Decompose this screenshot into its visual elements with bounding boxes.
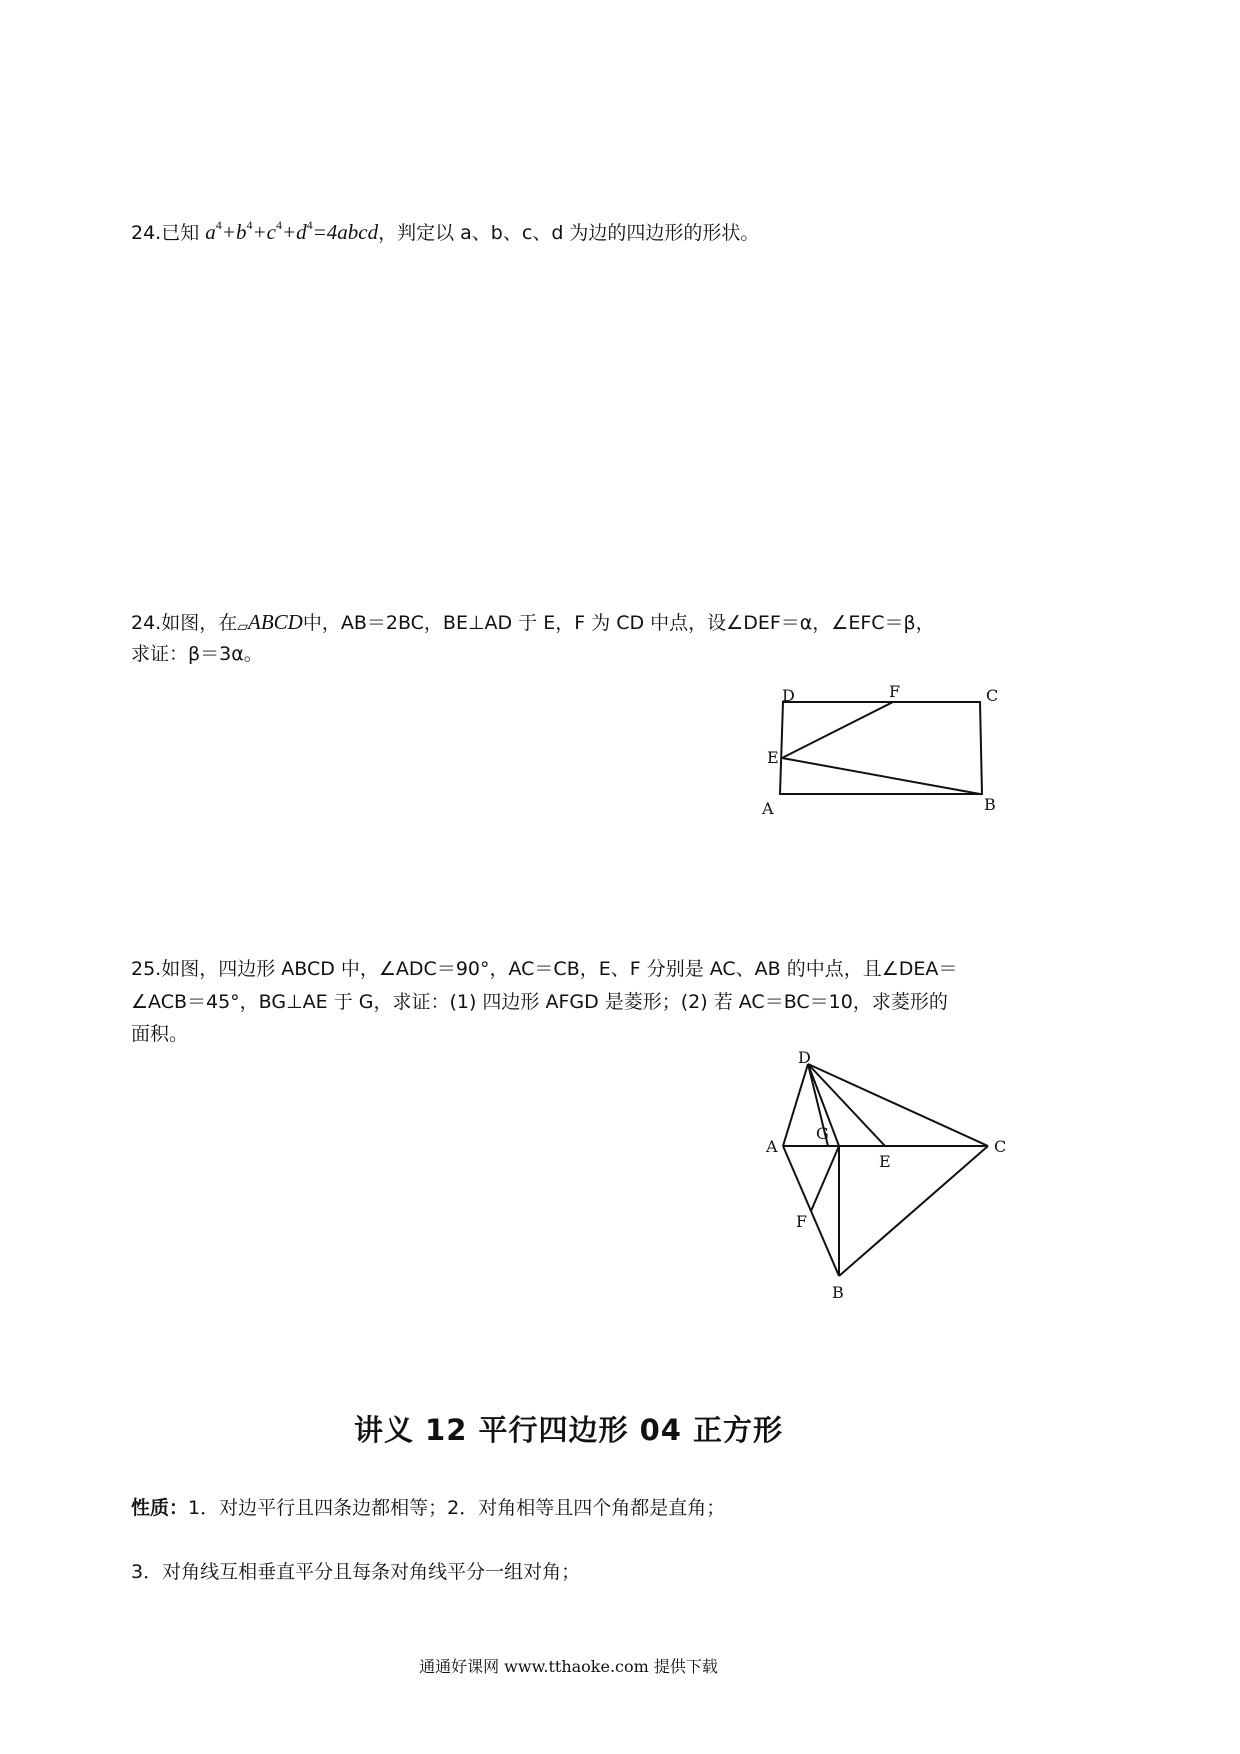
problem-25-line3: 面积。 [131,1023,189,1045]
rhs: abcd [337,220,379,244]
label-c: C [986,686,999,705]
segment-eb [782,758,980,794]
label-d: D [798,1048,811,1067]
segment-fg [811,1146,839,1211]
term-d: d [296,220,307,244]
label-b: B [984,795,996,814]
problem-24b-line2: 求证：β＝3α。 [131,643,263,665]
parallelogram-symbol: ▱ [237,619,249,635]
exp-c: 4 [275,218,282,232]
plus-1: + [221,220,236,244]
parallelogram-figure [740,678,1010,828]
term-c: c [266,220,276,244]
plus-3: + [281,220,297,244]
rhs-coefficient: 4 [326,220,338,244]
problem-text: 中，AB＝2BC，BE⊥AD 于 E，F 为 CD 中点，设∠DEF＝α，∠EFC＝β， [302,612,935,634]
term-b: b [235,220,247,244]
equals-sign: = [312,220,327,244]
problem-suffix: ，判定以 a、b、c、d 为边的四边形的形状。 [378,222,760,244]
problem-number: 24. [131,612,162,634]
segment-ef [782,702,893,758]
properties-label: 性质： [131,1497,189,1519]
term-a: a [205,220,216,244]
quadrilateral-figure [750,1050,1020,1310]
exp-b: 4 [246,218,253,232]
label-f: F [889,682,901,701]
problem-25-line2: ∠ACB＝45°，BG⊥AE 于 G，求证：(1) 四边形 AFGD 是菱形；(2) 若 AC＝BC＝10，求菱形的 [131,991,948,1013]
exp-a: 4 [215,218,222,232]
properties-line-2: 3．对角线互相垂直平分且每条对角线平分一组对角； [131,1561,581,1583]
label-g: G [816,1124,829,1143]
plus-2: + [252,220,267,244]
parallelogram-abcd [780,702,982,794]
problem-25-line1: 25.如图，四边形 ABCD 中，∠ADC＝90°，AC＝CB，E、F 分别是 AC、AB 的中点，且∠DEA＝ [131,958,958,980]
problem-24a [131,218,759,247]
label-b: B [832,1283,844,1302]
label-a: A [762,799,774,818]
lecture-title: 讲义 12 平行四边形 04 正方形 [353,1413,784,1447]
problem-prefix: 已知 [161,222,200,244]
label-f: F [796,1212,808,1231]
problem-prefix: 如图，在 [161,612,238,634]
equation [205,220,378,244]
exp-d: 4 [306,218,313,232]
label-e: E [767,748,779,767]
segment-cb [839,1146,988,1276]
problem-24b-line1 [131,608,935,641]
properties-line-1 [131,1494,725,1522]
label-e: E [879,1152,891,1171]
parallelogram-name: ABCD [248,610,303,634]
label-d: D [782,686,795,705]
footer: 通通好课网 www.tthaoke.com 提供下载 [419,1657,718,1676]
label-c: C [994,1137,1007,1156]
problem-number: 24. [131,222,162,244]
property-1-2: 1．对边平行且四条边都相等；2．对角相等且四个角都是直角； [188,1497,726,1519]
label-a: A [766,1137,778,1156]
segment-da [783,1064,808,1146]
